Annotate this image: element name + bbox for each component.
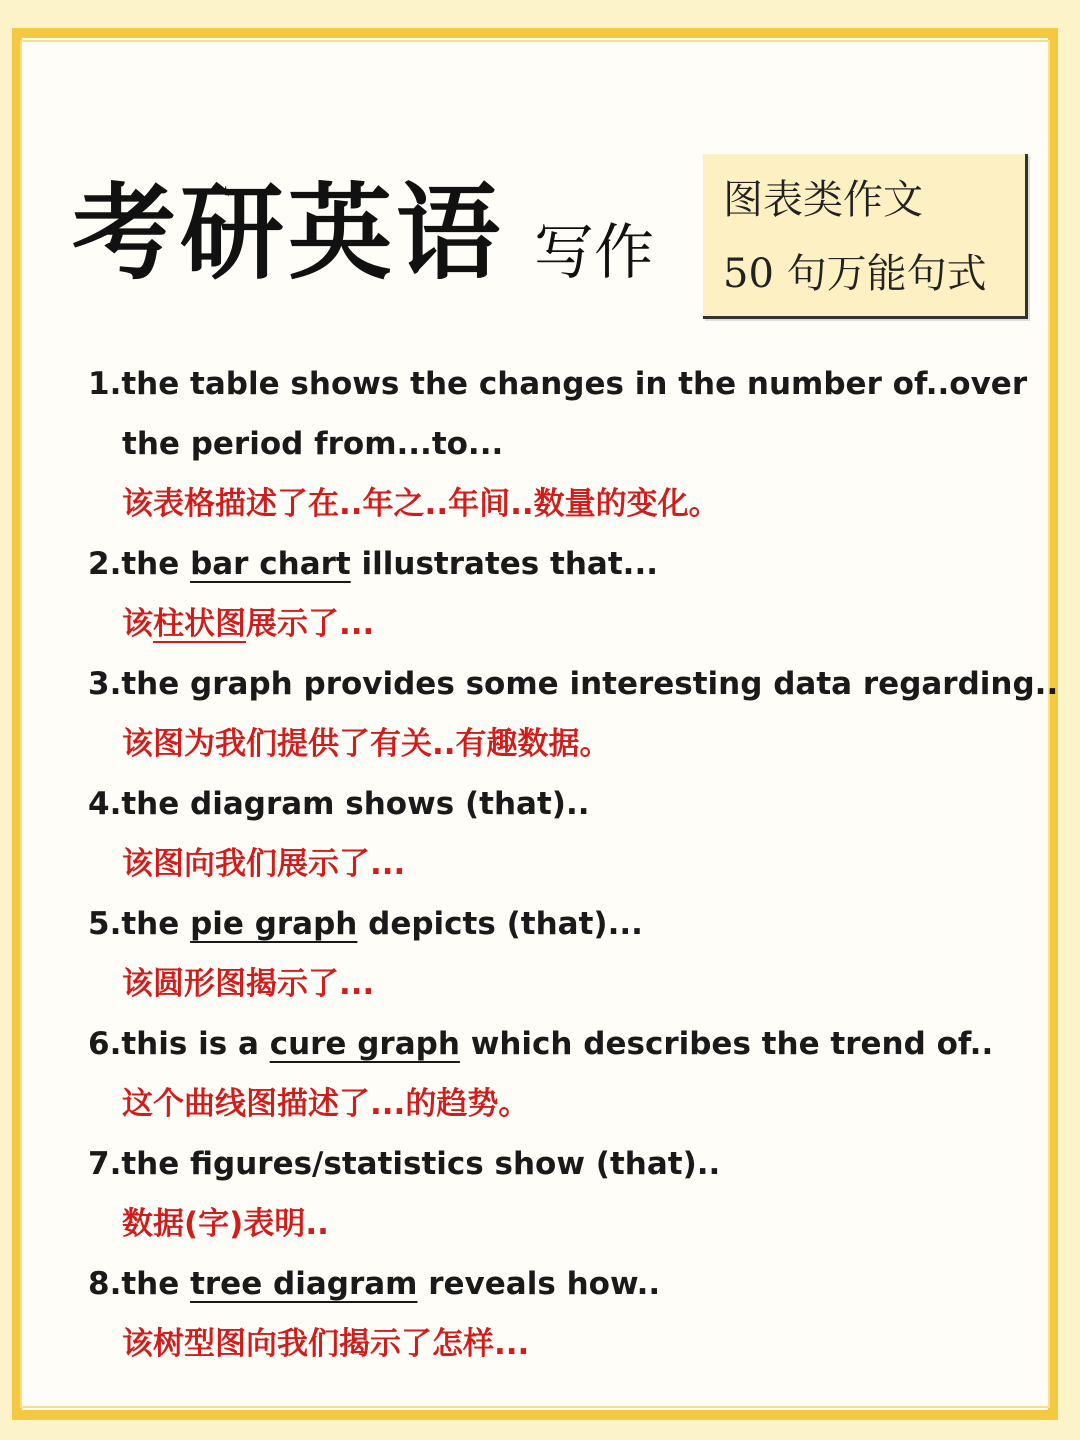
sentence-chinese: 该图向我们展示了... [122,846,406,882]
sentence-chinese: 该图为我们提供了有关..有趣数据。 [122,726,611,762]
sentence-text: 展示了... [246,606,375,642]
underlined-term: bar chart [190,546,351,582]
sentence-item-7 [88,1134,1008,1254]
sentence-english: 1.the table shows the changes in the number of..over [88,366,1028,402]
sentence-text: 5.the [88,906,191,942]
sentence-item-5 [88,894,1008,1014]
sentence-item-4 [88,774,1008,894]
sentence-chinese: 该树型图向我们揭示了怎样... [122,1326,530,1362]
sentence-english [88,894,1008,954]
sentence-english [88,534,1008,594]
sentence-text: 8.the [88,1266,191,1302]
sentence-chinese: 该表格描述了在..年之..年间..数量的变化。 [122,486,720,522]
sentence-text: 该 [122,606,153,642]
sentence-english: 7.the figures/statistics show (that).. [88,1146,721,1182]
sentence-item-2 [88,534,1008,654]
sentence-item-3 [88,654,1059,774]
sentence-english: 4.the diagram shows (that).. [88,786,590,822]
sentence-english [88,1254,1008,1314]
sentence-english: 3.the graph provides some interesting data regarding.. [88,666,1059,702]
sentence-text: reveals how.. [417,1266,661,1302]
sentence-text: which describes the trend of.. [459,1026,994,1062]
sentence-text: 2.the [88,546,191,582]
sentence-text: 6.this is a [88,1026,270,1062]
sentence-item-1 [88,354,1028,534]
sentence-english [88,1014,1008,1074]
sentence-item-8 [88,1254,1008,1374]
sentence-text: illustrates that... [350,546,658,582]
underlined-term: pie graph [190,906,358,942]
sentence-item-6 [88,1014,1008,1134]
badge-line-2: 50 句万能句式 [723,251,987,297]
sentence-chinese: 这个曲线图描述了...的趋势。 [122,1086,530,1122]
sentence-list [88,354,1059,1374]
underlined-term: cure graph [269,1026,460,1062]
sentence-chinese: 数据(字)表明.. [122,1206,329,1242]
underlined-term: 柱状图 [153,606,246,642]
topic-badge [703,154,1028,319]
badge-line-1: 图表类作文 [723,177,923,223]
sentence-chinese: 该圆形图揭示了... [122,966,375,1002]
sentence-text: depicts (that)... [357,906,643,942]
sentence-english-continued: the period from...to... [122,426,504,462]
sentence-chinese [88,594,1008,654]
page-subtitle: 写作 [534,218,654,288]
underlined-term: tree diagram [190,1266,418,1302]
page-title: 考研英语 [72,172,505,294]
